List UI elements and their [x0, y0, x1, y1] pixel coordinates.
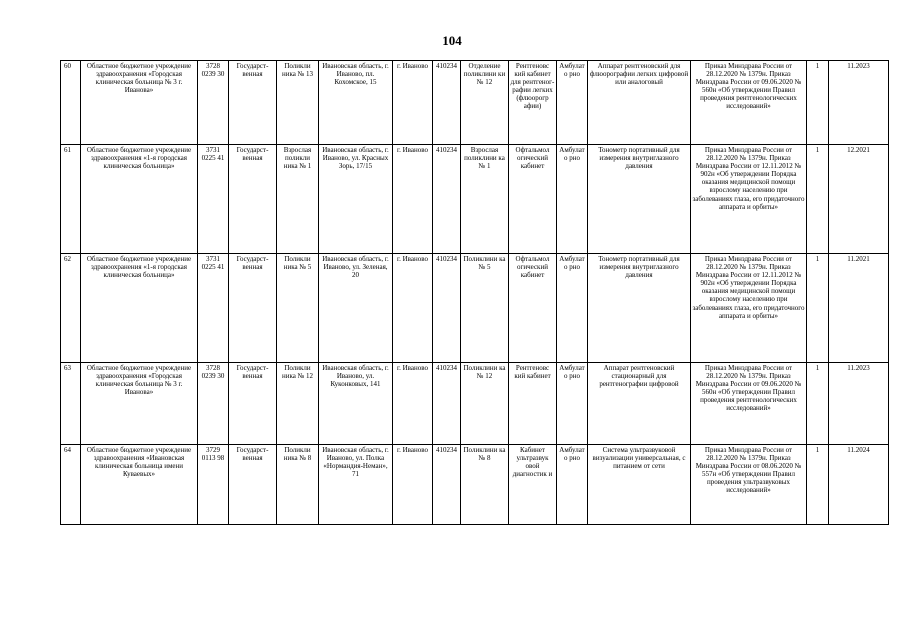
- organization-name: Областное бюджетное учреждение здравоохранения «Городская клиническая больница № 3 г. Иванова»: [81, 363, 198, 445]
- city: г. Иваново: [393, 61, 433, 145]
- equipment: Тонометр портативный для измерения внутриглазного давления: [588, 145, 691, 254]
- postal-index: 410234: [433, 445, 461, 525]
- inn-code: 3729 0113 98: [198, 445, 229, 525]
- subdivision: Поликли ника № 8: [277, 445, 319, 525]
- table-row: [61, 254, 889, 363]
- cabinet: Офтальмол огический кабинет: [509, 145, 557, 254]
- address: Ивановская область, г. Иваново, ул. Зеленая, 20: [319, 254, 393, 363]
- legal-basis: Приказ Минздрава России от 28.12.2020 № 1379н. Приказ Минздрава России от 09.06.2020 № 560н «Об утверждении Правил проведения рентгенологических исследований»: [691, 61, 807, 145]
- cabinet: Рентгеновс кий кабинет для рентгеног-рафии легких (флюорогр афии): [509, 61, 557, 145]
- address: Ивановская область, г. Иваново, пл. Кохомское, 15: [319, 61, 393, 145]
- equipment: Тонометр портативный для измерения внутриглазного давления: [588, 254, 691, 363]
- table-row: [61, 145, 889, 254]
- city: г. Иваново: [393, 445, 433, 525]
- equipment: Аппарат рентгеновский для флюорографии легких цифровой или аналоговый: [588, 61, 691, 145]
- row-number: 64: [61, 445, 81, 525]
- city: г. Иваново: [393, 363, 433, 445]
- legal-basis: Приказ Минздрава России от 28.12.2020 № 1379н. Приказ Минздрава России от 09.06.2020 № 560н «Об утверждении Правил проведения рентгенологических исследований»: [691, 363, 807, 445]
- quantity: 1: [807, 363, 829, 445]
- care-condition: Амбулато рно: [557, 61, 588, 145]
- inn-code: 3731 0225 41: [198, 145, 229, 254]
- organization-name: Областное бюджетное учреждение здравоохранения «Городская клиническая больница № 3 г. Иванова»: [81, 61, 198, 145]
- delivery-date: 12.2021: [829, 145, 889, 254]
- table-row: [61, 363, 889, 445]
- postal-index: 410234: [433, 61, 461, 145]
- ownership-form: Государст-венная: [229, 145, 277, 254]
- quantity: 1: [807, 445, 829, 525]
- postal-index: 410234: [433, 363, 461, 445]
- ownership-form: Государст-венная: [229, 254, 277, 363]
- department: Отделение поликлини ки № 12: [461, 61, 509, 145]
- delivery-date: 11.2021: [829, 254, 889, 363]
- ownership-form: Государст-венная: [229, 445, 277, 525]
- subdivision: Взрослая поликли ника № 1: [277, 145, 319, 254]
- equipment: Система ультразвуковой визуализации универсальная, с питанием от сети: [588, 445, 691, 525]
- care-condition: Амбулато рно: [557, 445, 588, 525]
- row-number: 61: [61, 145, 81, 254]
- subdivision: Поликли ника № 5: [277, 254, 319, 363]
- quantity: 1: [807, 254, 829, 363]
- delivery-date: 11.2023: [829, 61, 889, 145]
- organization-name: Областное бюджетное учреждение здравоохранения «1-я городская клиническая больница»: [81, 145, 198, 254]
- registry-rows: [61, 61, 889, 525]
- care-condition: Амбулато рно: [557, 254, 588, 363]
- ownership-form: Государст-венная: [229, 363, 277, 445]
- address: Ивановская область, г. Иваново, ул. Полка «Нормандия-Неман», 71: [319, 445, 393, 525]
- department: Взрослая поликлини ка № 1: [461, 145, 509, 254]
- registry-table: [60, 60, 889, 525]
- care-condition: Амбулато рно: [557, 363, 588, 445]
- care-condition: Амбулато рно: [557, 145, 588, 254]
- delivery-date: 11.2023: [829, 363, 889, 445]
- subdivision: Поликли ника № 12: [277, 363, 319, 445]
- ownership-form: Государст-венная: [229, 61, 277, 145]
- address: Ивановская область, г. Иваново, ул. Красных Зорь, 17/15: [319, 145, 393, 254]
- row-number: 60: [61, 61, 81, 145]
- department: Поликлини ка № 5: [461, 254, 509, 363]
- department: Поликлини ка № 12: [461, 363, 509, 445]
- subdivision: Поликли ника № 13: [277, 61, 319, 145]
- cabinet: Кабинет ультразвук овой диагностик и: [509, 445, 557, 525]
- legal-basis: Приказ Минздрава России от 28.12.2020 № 1379н. Приказ Минздрава России от 12.11.2012 № 902н «Об утверждении Порядка оказания медицинской помощи взрослому населению при заболеваниях глаза, его придаточного аппарата и орбиты»: [691, 254, 807, 363]
- city: г. Иваново: [393, 145, 433, 254]
- inn-code: 3731 0225 41: [198, 254, 229, 363]
- quantity: 1: [807, 145, 829, 254]
- legal-basis: Приказ Минздрава России от 28.12.2020 № 1379н. Приказ Минздрава России от 08.06.2020 № 557н «Об утверждении Правил проведения ультразвуковых исследований»: [691, 445, 807, 525]
- row-number: 63: [61, 363, 81, 445]
- address: Ивановская область, г. Иваново, ул. Куконковых, 141: [319, 363, 393, 445]
- page-number: 104: [442, 33, 462, 48]
- cabinet: Рентгеновс кий кабинет: [509, 363, 557, 445]
- postal-index: 410234: [433, 254, 461, 363]
- postal-index: 410234: [433, 145, 461, 254]
- inn-code: 3728 0239 30: [198, 363, 229, 445]
- quantity: 1: [807, 61, 829, 145]
- department: Поликлини ка № 8: [461, 445, 509, 525]
- organization-name: Областное бюджетное учреждение здравоохранения «Ивановская клиническая больница имени Куваевых»: [81, 445, 198, 525]
- delivery-date: 11.2024: [829, 445, 889, 525]
- organization-name: Областное бюджетное учреждение здравоохранения «1-я городская клиническая больница»: [81, 254, 198, 363]
- cabinet: Офтальмол огический кабинет: [509, 254, 557, 363]
- table-row: [61, 61, 889, 145]
- legal-basis: Приказ Минздрава России от 28.12.2020 № 1379н. Приказ Минздрава России от 12.11.2012 № 902н «Об утверждении Порядка оказания медицинской помощи взрослому населению при заболеваниях глаза, его придаточного аппарата и орбиты»: [691, 145, 807, 254]
- city: г. Иваново: [393, 254, 433, 363]
- inn-code: 3728 0239 30: [198, 61, 229, 145]
- equipment: Аппарат рентгеновский стационарный для рентгенографии цифровой: [588, 363, 691, 445]
- row-number: 62: [61, 254, 81, 363]
- table-row: [61, 445, 889, 525]
